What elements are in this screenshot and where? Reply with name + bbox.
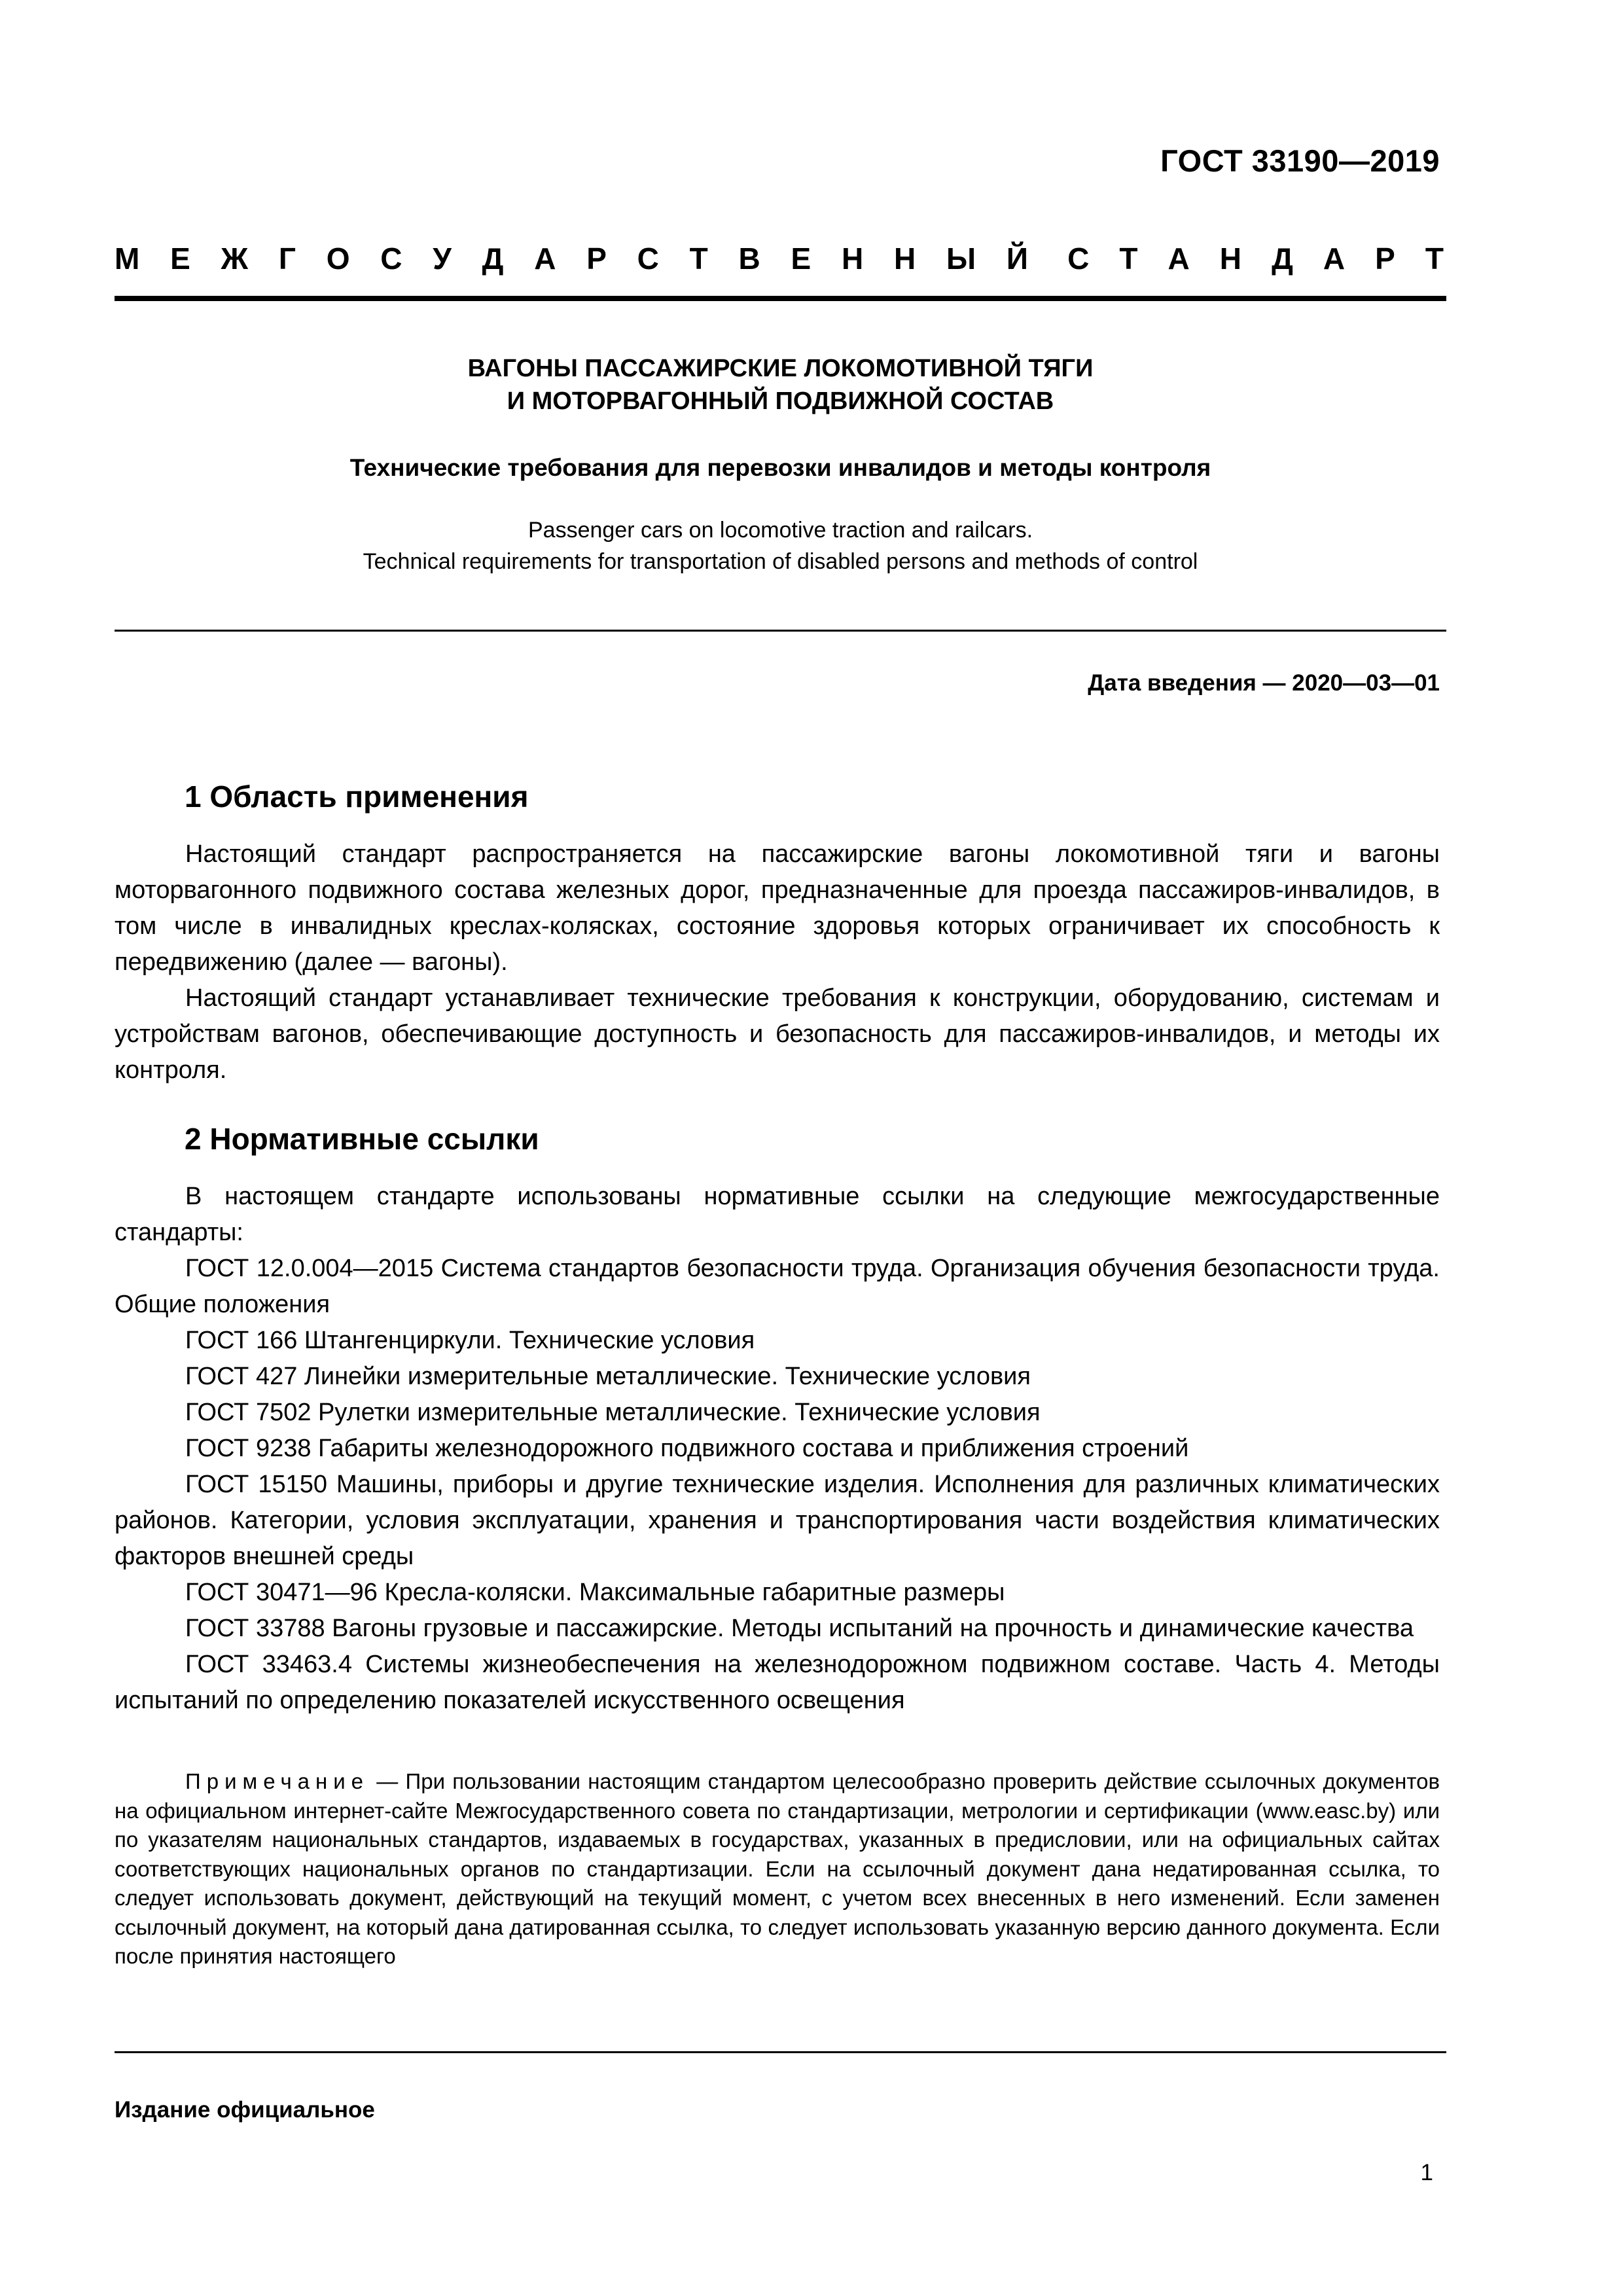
- reference-item: ГОСТ 9238 Габариты железнодорожного подвижного состава и приближения строений: [185, 1435, 1189, 1462]
- section-2-body: [115, 1179, 1440, 1719]
- banner-interstate-letter: О: [326, 242, 350, 276]
- banner-standard-letter: Р: [1375, 242, 1395, 276]
- standard-type-banner: [115, 243, 1444, 274]
- banner-interstate-letter: Т: [689, 242, 708, 276]
- section-1-paragraph: Настоящий стандарт устанавливает технические требования к конструкции, оборудованию, системам и устройствам вагонов, обеспечивающие доступность и безопасность для пассажиров-инвалидов, и методы их контроля.: [115, 984, 1440, 1084]
- english-title-line-1: Passenger cars on locomotive traction and railcars.: [527, 518, 1033, 543]
- banner-word-standard: [1067, 243, 1444, 274]
- banner-interstate-letter: М: [115, 242, 140, 276]
- banner-word-interstate: [115, 243, 1028, 274]
- reference-item: ГОСТ 15150 Машины, приборы и другие технические изделия. Исполнения для различных климатических районов. Категории, условия эксплуатации, хранения и транспортирования части воздействия климатических факторов внешней среды: [115, 1471, 1440, 1570]
- footer-divider: [115, 2051, 1446, 2053]
- banner-interstate-letter: Д: [482, 242, 504, 276]
- title-divider: [115, 630, 1446, 632]
- document-subtitle: Технические требования для перевозки инвалидов и методы контроля: [349, 454, 1211, 481]
- banner-standard-letter: С: [1067, 242, 1090, 276]
- banner-standard-letter: А: [1323, 242, 1346, 276]
- section-1-body: [115, 836, 1440, 1088]
- banner-interstate-letter: Ж: [221, 242, 249, 276]
- references-intro: В настоящем стандарте использованы нормативные ссылки на следующие межгосударственные стандарты:: [115, 1183, 1440, 1246]
- note-label: Примечание: [185, 1769, 370, 1793]
- banner-interstate-letter: Р: [586, 242, 607, 276]
- english-title-line-2: Technical requirements for transportation of disabled persons and methods of control: [363, 549, 1198, 574]
- banner-interstate-letter: Г: [278, 242, 296, 276]
- introduction-date: Дата введения — 2020—03—01: [1088, 670, 1440, 696]
- page-number: 1: [1420, 2160, 1433, 2185]
- section-1-paragraph: Настоящий стандарт распространяется на пассажирские вагоны локомотивной тяги и вагоны моторвагонного подвижного состава железных дорог, предназначенные для проезда пассажиров-инвалидов, в том числе в инвалидных креслах-колясках, состояние здоровья которых ограничивает их способность к передвижению (далее — вагоны).: [115, 840, 1440, 976]
- banner-interstate-letter: Й: [1006, 242, 1028, 276]
- standard-number: ГОСТ 33190—2019: [1160, 143, 1440, 178]
- banner-interstate-letter: А: [534, 242, 556, 276]
- banner-interstate-letter: В: [738, 242, 760, 276]
- banner-standard-letter: Н: [1219, 242, 1242, 276]
- banner-standard-letter: Т: [1119, 242, 1138, 276]
- reference-item: ГОСТ 427 Линейки измерительные металлические. Технические условия: [185, 1363, 1031, 1390]
- banner-standard-letter: Т: [1425, 242, 1444, 276]
- banner-interstate-letter: У: [433, 242, 452, 276]
- english-title: [115, 514, 1446, 577]
- section-1-heading: 1 Область применения: [185, 780, 529, 814]
- banner-interstate-letter: Е: [170, 242, 190, 276]
- banner-interstate-letter: Ы: [946, 242, 976, 276]
- reference-item: ГОСТ 33463.4 Системы жизнеобеспечения на железнодорожном подвижном составе. Часть 4. Методы испытаний по определению показателей искусственного освещения: [115, 1651, 1440, 1714]
- banner-interstate-letter: С: [637, 242, 659, 276]
- banner-standard-letter: Д: [1272, 242, 1293, 276]
- banner-interstate-letter: Н: [894, 242, 916, 276]
- banner-interstate-letter: С: [380, 242, 402, 276]
- title-line-2: И МОТОРВАГОННЫЙ ПОДВИЖНОЙ СОСТАВ: [507, 387, 1054, 415]
- reference-item: ГОСТ 30471—96 Кресла-коляски. Максимальные габаритные размеры: [185, 1579, 1005, 1606]
- header-divider: [115, 296, 1446, 301]
- reference-item: ГОСТ 166 Штангенциркули. Технические условия: [185, 1327, 755, 1354]
- reference-item: ГОСТ 12.0.004—2015 Система стандартов безопасности труда. Организация обучения безопасности труда. Общие положения: [115, 1255, 1440, 1318]
- note-text: — При пользовании настоящим стандартом целесообразно проверить действие ссылочных документов на официальном интернет-сайте Межгосударственного совета по стандартизации, метрологии и сертификации (www.easc.by) или по указателям национальных стандартов, издаваемых в государствах, указанных в предисловии, или на официальных сайтах соответствующих национальных органов по стандартизации. Если на ссылочный документ дана недатированная ссылка, то следует использовать документ, действующий на текущий момент, с учетом всех внесенных в него изменений. Если заменен ссылочный документ, на который дана датированная ссылка, то следует использовать указанную версию данного документа. Если после принятия настоящего: [115, 1769, 1440, 1968]
- note-paragraph: [115, 1767, 1440, 1971]
- title-line-1: ВАГОНЫ ПАССАЖИРСКИЕ ЛОКОМОТИВНОЙ ТЯГИ: [467, 355, 1094, 382]
- banner-interstate-letter: Н: [842, 242, 864, 276]
- banner-standard-letter: А: [1168, 242, 1190, 276]
- document-title: [115, 352, 1446, 418]
- banner-interstate-letter: Е: [791, 242, 812, 276]
- note-block: [115, 1767, 1440, 1971]
- official-edition-label: Издание официальное: [115, 2097, 375, 2123]
- section-2-heading: 2 Нормативные ссылки: [185, 1122, 539, 1156]
- reference-item: ГОСТ 33788 Вагоны грузовые и пассажирские. Методы испытаний на прочность и динамические качества: [185, 1615, 1414, 1642]
- reference-item: ГОСТ 7502 Рулетки измерительные металлические. Технические условия: [185, 1399, 1041, 1426]
